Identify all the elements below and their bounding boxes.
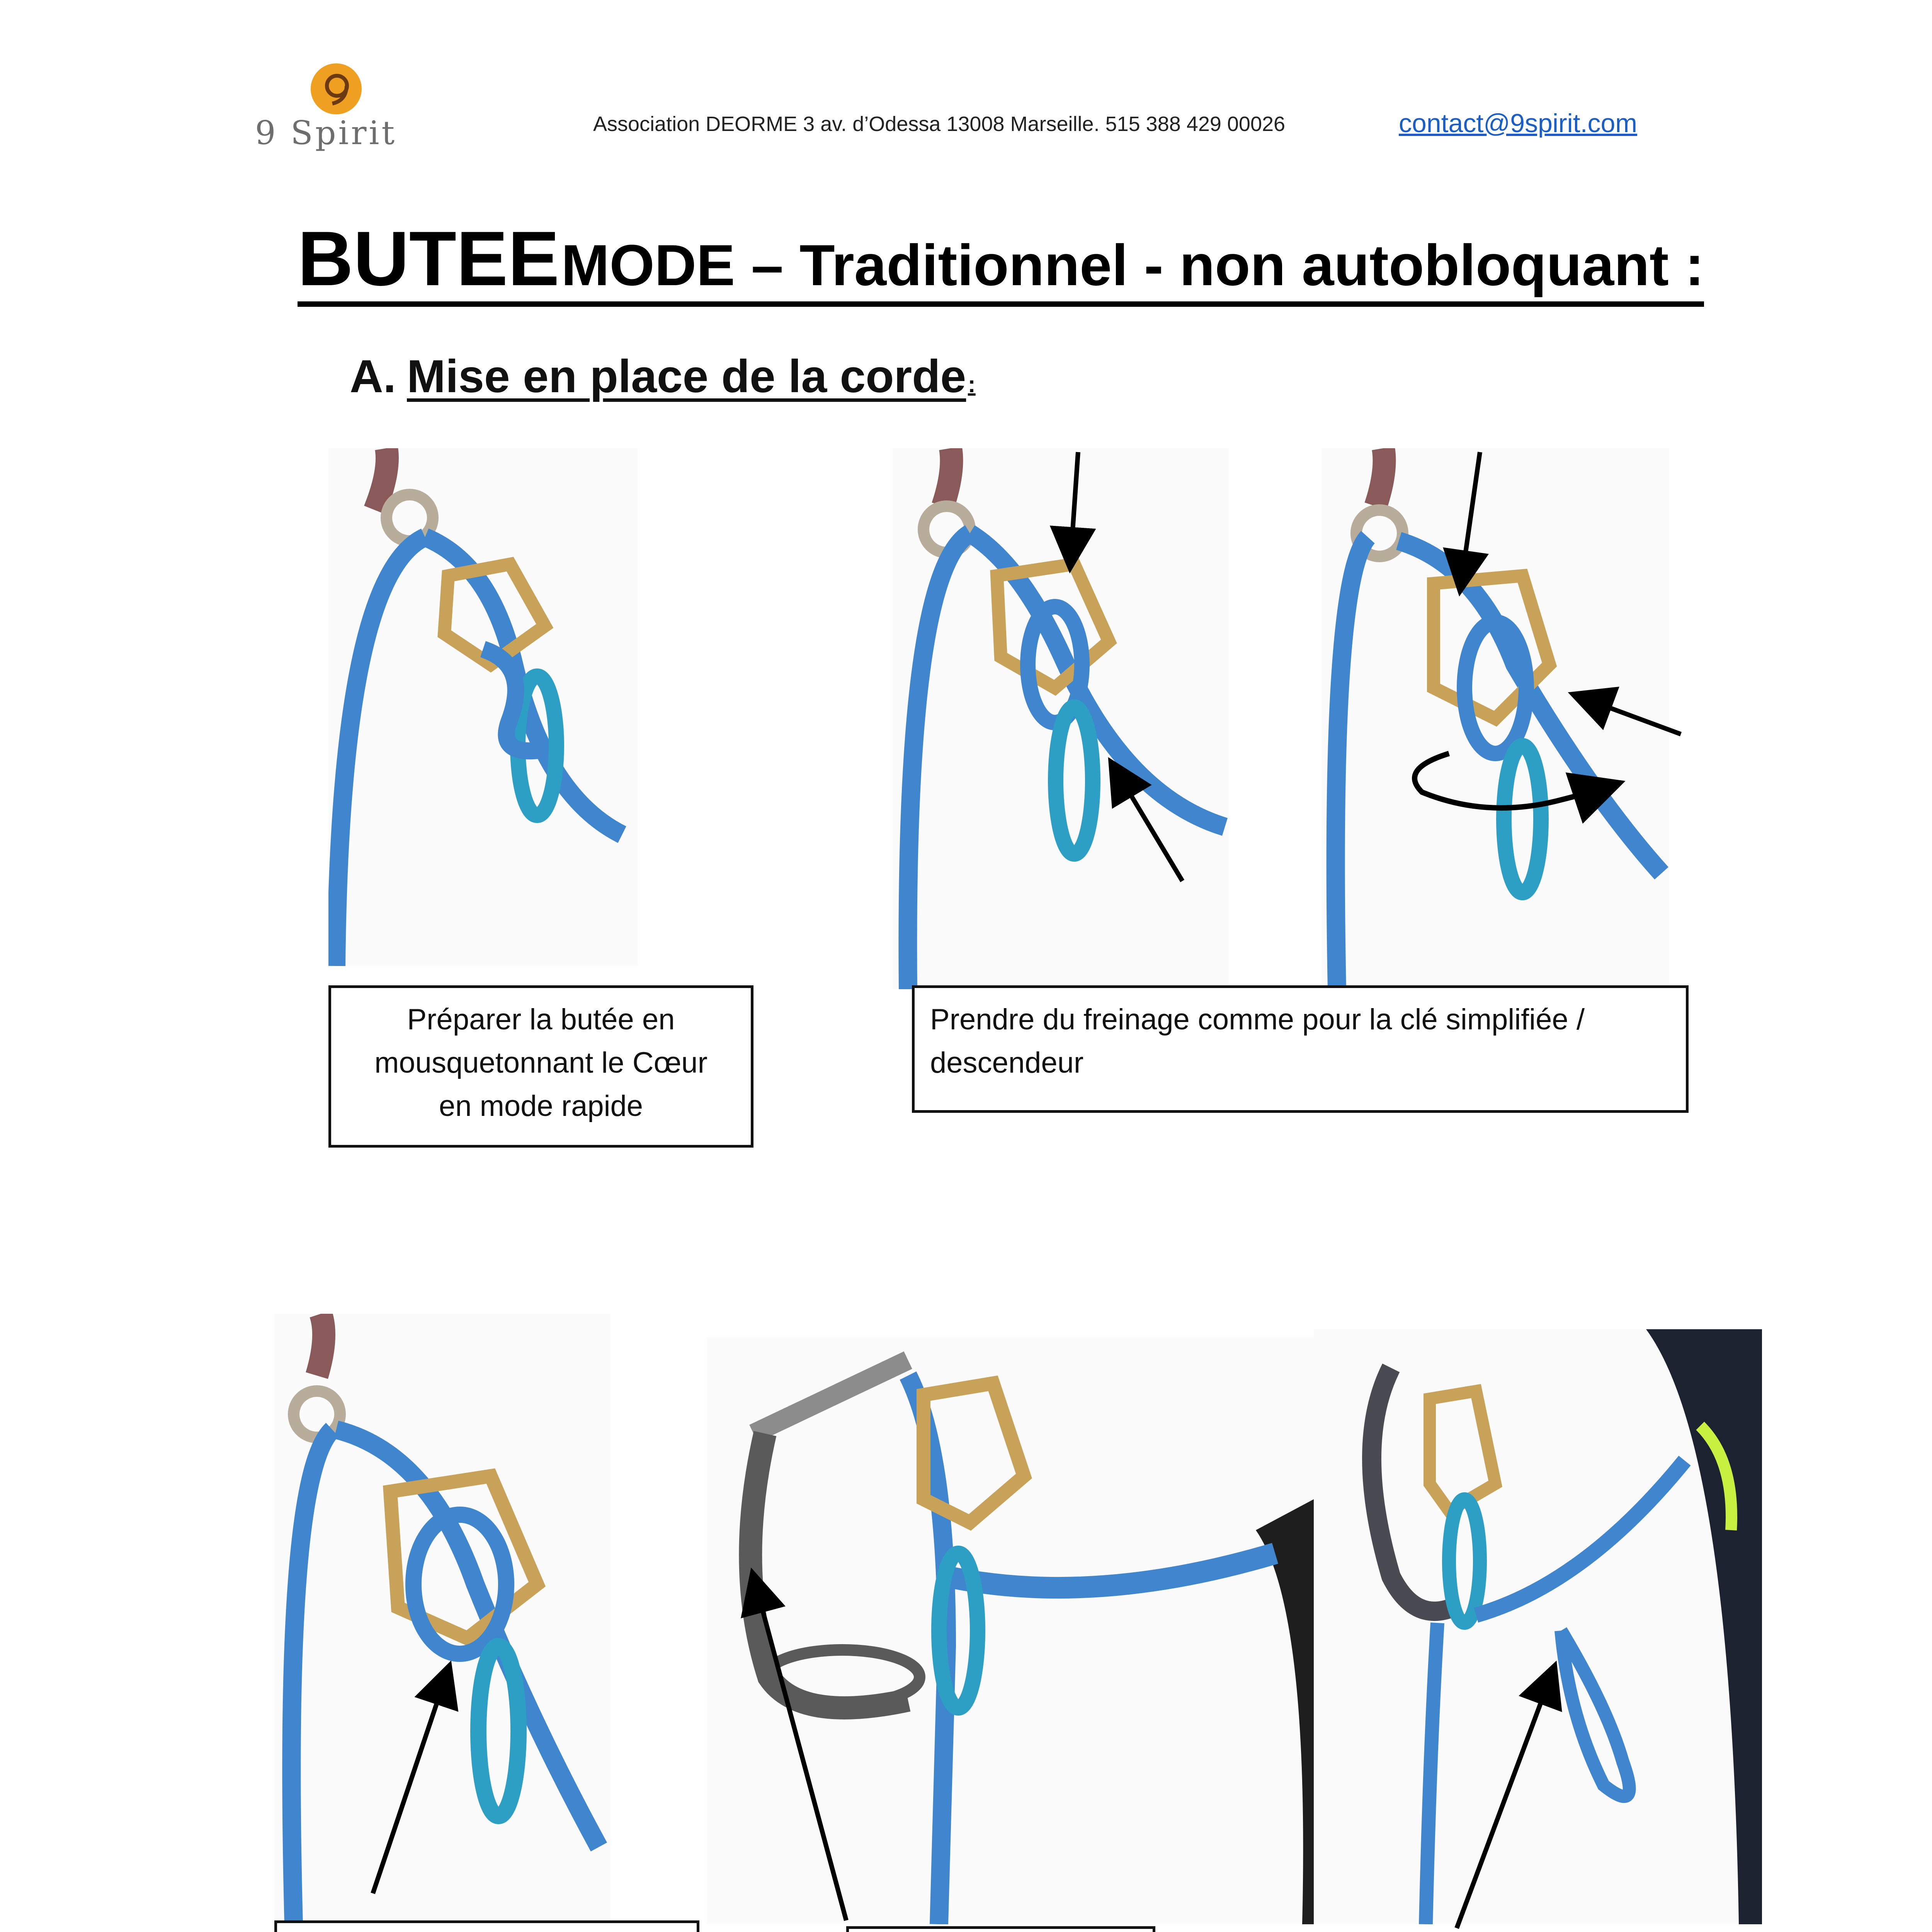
photo-step-6 (1314, 1329, 1762, 1924)
page-title (298, 216, 1704, 307)
header-association-info: Association DEORME 3 av. d’Odessa 13008 Marseille. 515 388 429 00026 (593, 112, 1286, 136)
caption-line: Prendre du freinage comme pour la clé simplifiée / (930, 1003, 1585, 1036)
header-logo-text: 9 Spirit (255, 114, 397, 152)
title-main: BUTEE (298, 216, 560, 302)
photo-step-5 (707, 1337, 1314, 1924)
header-logo (251, 62, 425, 158)
caption-line: descendeur (930, 1046, 1084, 1079)
header-email-link[interactable]: contact@9spirit.com (1399, 109, 1638, 138)
section-text: Mise en place de la corde (407, 350, 966, 402)
photo-step-4 (274, 1314, 611, 1924)
section-heading (350, 350, 976, 403)
caption-line: en mode rapide (439, 1090, 643, 1122)
caption-step-1 (328, 985, 753, 1148)
section-letter: A. (350, 350, 396, 402)
caption-line: mousquetonnant le Cœur (374, 1046, 707, 1079)
rope-device-photo-4 (274, 1314, 611, 1924)
rope-device-photo-5 (707, 1337, 1314, 1924)
title-rest: MODE – Traditionnel - non autobloquant : (561, 233, 1704, 298)
caption-line: Préparer la butée en (407, 1003, 675, 1036)
photo-step-2 (893, 448, 1229, 989)
rope-device-photo-3 (1321, 448, 1669, 989)
photo-step-3 (1321, 448, 1669, 989)
caption-step-5 (846, 1926, 1155, 1932)
nine-spirit-logo-icon (309, 62, 363, 116)
photo-step-1 (328, 448, 638, 966)
caption-step-4 (274, 1920, 699, 1932)
section-colon: : (968, 371, 976, 397)
rope-device-photo-2 (893, 448, 1229, 989)
rope-device-photo-1 (328, 448, 638, 966)
rope-device-photo-6 (1314, 1329, 1762, 1924)
caption-step-2 (912, 985, 1689, 1113)
